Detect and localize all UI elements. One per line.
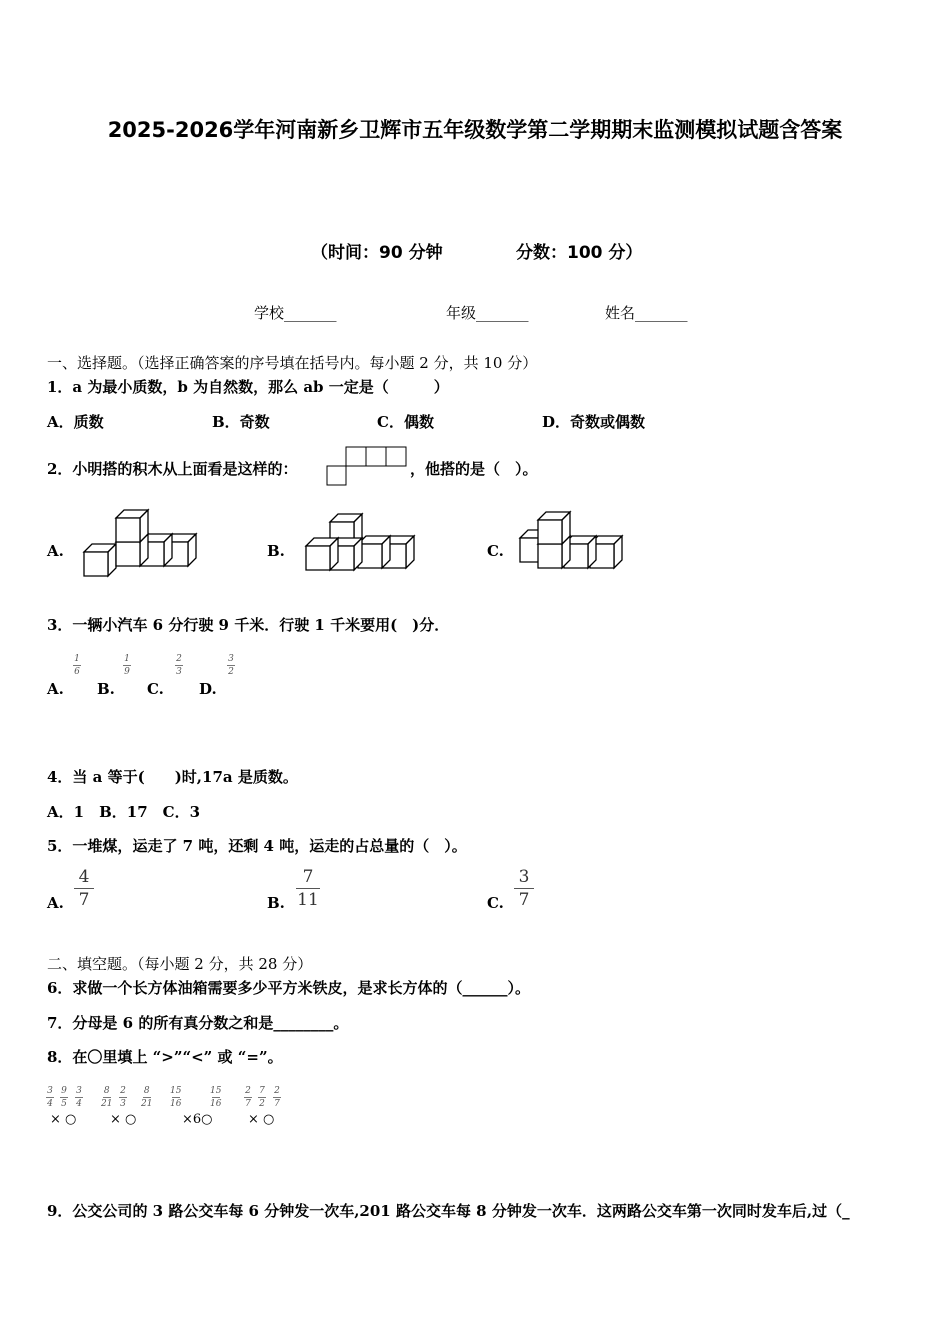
q3-frac-b: 1 9 (124, 654, 130, 677)
q8-fraction: 3 4 (76, 1086, 82, 1109)
q5-option-b: B. (267, 894, 285, 912)
cube (538, 512, 570, 544)
q5-frac-b: 7 11 (297, 867, 319, 910)
q1-option-b: B．奇数 (212, 413, 270, 431)
q2-stem-end: ，他搭的是（ ）。 (410, 460, 538, 478)
q8-fraction: 15 16 (170, 1086, 182, 1109)
grade-field: 年级_______ (446, 304, 529, 322)
name-field: 姓名_______ (605, 304, 688, 322)
q2-option-b: B. (267, 542, 285, 560)
section-2-heading: 二、填空题。（每小题 2 分，共 28 分） (47, 955, 313, 973)
q5-frac-a: 4 7 (74, 868, 94, 909)
q1-option-c: C．偶数 (377, 413, 434, 431)
q3-frac-a: 1 6 (74, 654, 80, 677)
q8-fraction: 15 16 (210, 1086, 222, 1109)
cube (358, 536, 390, 568)
cube (306, 538, 338, 570)
q3-option-c: C. (147, 680, 164, 698)
q3-option-b: B. (97, 680, 115, 698)
q8-fraction: 7 2 (259, 1086, 265, 1109)
q8-fraction: 2 7 (245, 1086, 251, 1109)
q4-options: A．1 B．17 C．3 (47, 803, 201, 821)
page-title: 2025-2026学年河南新乡卫辉市五年级数学第二学期期末监测模拟试题含答案 (107, 118, 843, 142)
q2-option-a: A. (47, 542, 64, 560)
q8-compare-circle[interactable]: × ○ (110, 1112, 137, 1127)
cube (84, 544, 116, 576)
q8-compare-circle[interactable]: ×6○ (182, 1112, 213, 1127)
cube-figure-b (302, 512, 422, 582)
q5-option-a: A. (47, 894, 64, 912)
q8-fraction: 8 21 (141, 1086, 153, 1109)
q3-stem: 3．一辆小汽车 6 分行驶 9 千米．行驶 1 千米要用( )分． (47, 616, 450, 634)
q3-option-d: D. (199, 680, 217, 698)
score-info: 分数：100 分） (516, 243, 643, 263)
q8-fraction: 8 21 (101, 1086, 113, 1109)
cube (116, 510, 148, 542)
q8-fraction: 3 4 (47, 1086, 53, 1109)
cube-figure-a (80, 508, 205, 583)
top-view-figure (326, 446, 408, 488)
q1-stem: 1．a 为最小质数，b 为自然数，那么 ab 一定是（ ） (47, 378, 449, 396)
school-field: 学校_______ (254, 304, 337, 322)
q8-stem: 8．在〇里填上 “>”“<” 或 “=”。 (47, 1048, 283, 1066)
q6-stem: 6．求做一个长方体油箱需要多少平方米铁皮，是求长方体的（______）。 (47, 979, 530, 997)
q3-frac-d: 3 2 (228, 654, 234, 677)
q9-stem: 9．公交公司的 3 路公交车每 6 分钟发一次车,201 路公交车每 8 分钟发一次车．这两路公交车第一次同时发车后,过（_ (47, 1202, 850, 1220)
q2-option-c: C. (487, 542, 504, 560)
q4-stem: 4．当 a 等于( )时,17a 是质数。 (47, 768, 298, 786)
q8-fraction: 9 5 (61, 1086, 67, 1109)
q1-option-d: D．奇数或偶数 (542, 413, 646, 431)
q5-option-c: C. (487, 894, 504, 912)
q7-stem: 7．分母是 6 的所有真分数之和是________。 (47, 1014, 349, 1032)
time-info: （时间：90 分钟 (311, 243, 443, 263)
q8-compare-circle[interactable]: × ○ (50, 1112, 77, 1127)
q5-stem: 5．一堆煤，运走了 7 吨，还剩 4 吨，运走的占总量的（ ）。 (47, 837, 467, 855)
cube-figure-c (516, 508, 636, 583)
section-1-heading: 一、选择题。（选择正确答案的序号填在括号内。每小题 2 分，共 10 分） (47, 354, 538, 372)
q2-stem: 2．小明搭的积木从上面看是这样的： (47, 460, 298, 478)
q3-frac-c: 2 3 (176, 654, 182, 677)
q3-option-a: A. (47, 680, 64, 698)
q8-compare-circle[interactable]: × ○ (248, 1112, 275, 1127)
q8-fraction: 2 3 (120, 1086, 126, 1109)
q1-option-a: A．质数 (47, 413, 104, 431)
q8-fraction: 2 7 (274, 1086, 280, 1109)
q5-frac-c: 3 7 (514, 868, 534, 909)
